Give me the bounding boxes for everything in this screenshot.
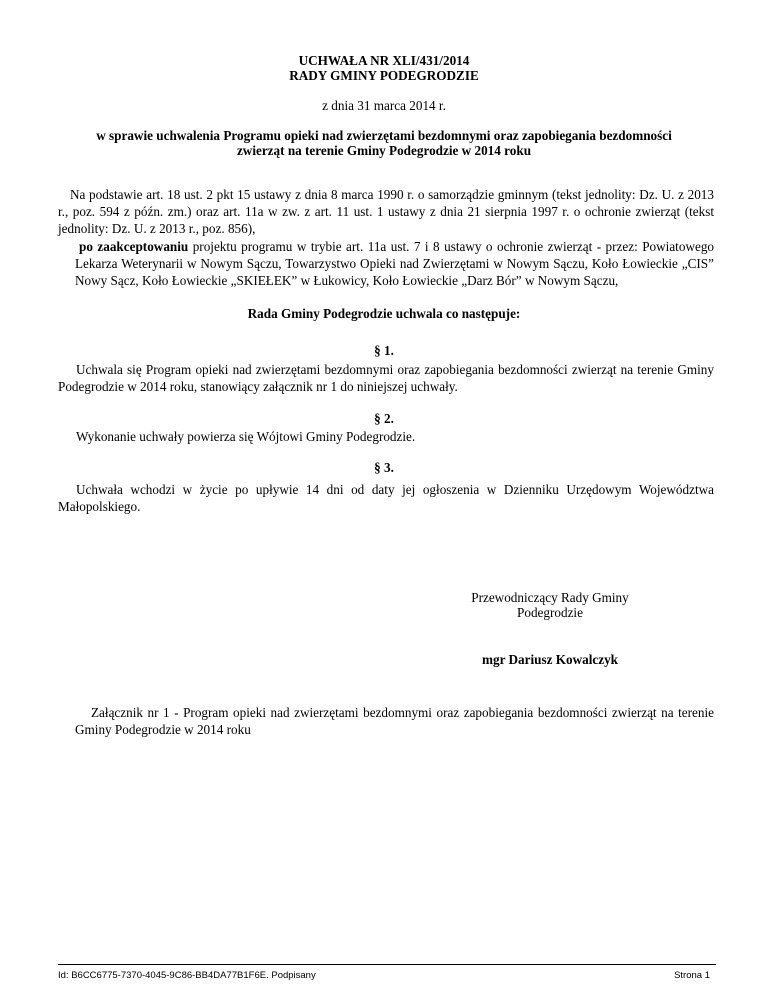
acceptance-bold-text: po zaakceptowaniu [79, 239, 189, 254]
subject-line-1: w sprawie uchwalenia Programu opieki nad zwierzętami bezdomnymi oraz zapobiegania bezdomności [96, 128, 672, 143]
legal-basis-paragraph [58, 186, 714, 237]
section-1-paragraph [58, 361, 714, 395]
page-number: Strona 1 [674, 970, 710, 981]
section-2-paragraph [76, 428, 714, 445]
section-3-paragraph [58, 481, 714, 515]
section-3-text: Uchwała wchodzi w życie po upływie 14 dni od daty jej ogłoszenia w Dzienniku Urzędowym Województwa Małopolskiego. [58, 482, 714, 514]
acceptance-paragraph [75, 238, 714, 289]
attachment-paragraph [75, 704, 714, 738]
signature-role-line-2: Podegrodzie [517, 605, 583, 620]
resolves-heading: Rada Gminy Podegrodzie uchwala co następuje: [247, 306, 521, 321]
section-1-text: Uchwala się Program opieki nad zwierzętami bezdomnymi oraz zapobiegania bezdomności zwierząt na terenie Gminy Podegrodzie w 2014 roku, stanowiący załącznik nr 1 do niniejszej uchwały. [58, 362, 714, 394]
resolution-date: z dnia 31 marca 2014 r. [322, 98, 446, 113]
signatory-name: mgr Dariusz Kowalczyk [481, 652, 618, 667]
section-3-mark: § 3. [374, 460, 394, 475]
attachment-text: Załącznik nr 1 - Program opieki nad zwierzętami bezdomnymi oraz zapobiegania bezdomności zwierząt na terenie Gminy Podegrodzie w 2014 roku [75, 705, 714, 737]
acceptance-text: projektu programu w trybie art. 11a ust. 7 i 8 ustawy o ochronie zwierząt - przez: Powiatowego Lekarza Weterynarii w Nowym Sączu, Towarzystwo Opieki nad Zwierzętami w Nowym Sączu, Koło Łowieckie „CIS” Nowy Sącz, Koło Łowieckie „SKIEŁEK” w Łukowicy, Koło Łowieckie „Darz Bór” w Nowym Sączu, [75, 239, 715, 288]
resolution-title: UCHWAŁA NR XLI/431/2014 [298, 53, 470, 68]
footer-divider [58, 964, 716, 965]
legal-basis-text: Na podstawie art. 18 ust. 2 pkt 15 ustawy z dnia 8 marca 1990 r. o samorządzie gminnym (tekst jednolity: Dz. U. z 2013 r., poz. 594 z późn. zm.) oraz art. 11a w zw. z art. 11 ust. 1 ustawy z dnia 21 sierpnia 1997 r. o ochronie zwierząt (tekst jednolity: Dz. U. z 2013 r., poz. 856), [58, 187, 714, 236]
document-id: Id: B6CC6775-7370-4045-9C86-BB4DA77B1F6E. Podpisany [58, 970, 316, 981]
council-name: RADY GMINY PODEGRODZIE [289, 68, 479, 83]
section-2-mark: § 2. [374, 411, 394, 426]
section-2-text: Wykonanie uchwały powierza się Wójtowi Gminy Podegrodzie. [76, 429, 416, 444]
signature-role-line-1: Przewodniczący Rady Gminy [471, 590, 629, 605]
subject-line-2: zwierząt na terenie Gminy Podegrodzie w 2014 roku [236, 143, 532, 158]
section-1-mark: § 1. [374, 343, 394, 358]
